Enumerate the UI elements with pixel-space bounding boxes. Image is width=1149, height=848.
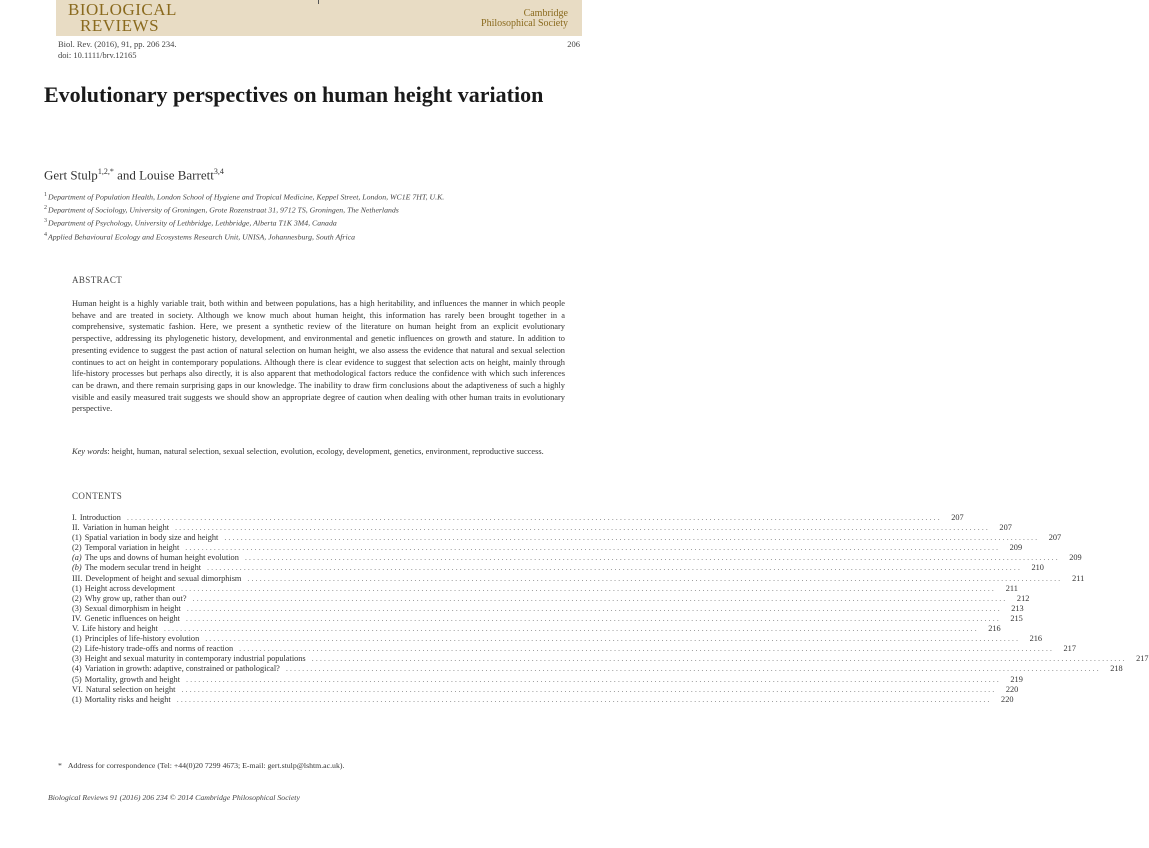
toc-entry-number: (1) <box>72 634 82 644</box>
toc-entry[interactable] <box>72 513 964 523</box>
toc-entry-page: 217 <box>1063 644 1076 654</box>
affiliation <box>44 216 604 229</box>
toc-entry-number: (3) <box>72 654 82 664</box>
journal-logo <box>68 2 177 34</box>
toc-entry[interactable] <box>72 523 1012 533</box>
page-footer: Biological Reviews 91 (2016) 206 234 © 2014 Cambridge Philosophical Society <box>48 793 300 802</box>
toc-leader-dots: ........................................................................................................................................................................................................ <box>244 553 1060 563</box>
toc-entry[interactable] <box>72 553 1082 563</box>
toc-entry[interactable] <box>72 543 1023 553</box>
author-list <box>44 167 224 183</box>
toc-entry-number: (1) <box>72 694 82 704</box>
toc-entry-page: 210 <box>1031 563 1044 573</box>
top-divider-tick <box>318 0 319 4</box>
toc-entry-label: Variation in human height <box>82 523 170 533</box>
toc-entry-label: Genetic influences on height <box>84 613 180 623</box>
toc-entry[interactable] <box>72 593 1030 604</box>
toc-entry-number: (2) <box>72 543 82 553</box>
toc-entry-label: Height across development <box>84 583 176 593</box>
toc-leader-dots: ........................................................................................................................................................................................................ <box>181 583 996 593</box>
toc-entry[interactable] <box>72 603 1024 614</box>
toc-entry-page: 220 <box>1001 694 1014 704</box>
keywords-text: : height, human, natural selection, sexual selection, evolution, ecology, development, genetics, environment, reproductive success. <box>107 447 544 456</box>
toc-leader-dots: ........................................................................................................................................................................................................ <box>311 654 1127 664</box>
toc-entry-label: Principles of life-history evolution <box>84 634 200 644</box>
affiliation-text: Department of Sociology, University of Groningen, Grote Rozenstraat 31, 9712 TS, Groningen, The Netherlands <box>48 205 399 215</box>
toc-entry-page: 211 <box>1072 573 1085 583</box>
footnote-marker: * <box>58 761 62 770</box>
toc-leader-dots: ........................................................................................................................................................................................................ <box>192 593 1008 603</box>
keywords-label: Key words <box>72 447 108 456</box>
toc-entry-page: 209 <box>1009 543 1023 553</box>
toc-entry-label: Life history and height <box>82 624 158 634</box>
toc-entry[interactable] <box>72 573 1085 584</box>
toc-entry-number: (b) <box>72 563 82 573</box>
toc-entry-page: 217 <box>1136 654 1149 664</box>
toc-entry[interactable] <box>72 613 1023 624</box>
toc-entry-label: Natural selection on height <box>85 684 176 694</box>
affiliation-text: Department of Population Health, London School of Hygiene and Tropical Medicine, Keppel Street, London, WC1E 7HT, U.K. <box>48 192 445 202</box>
page-number: 206 <box>567 39 580 49</box>
toc-entry-page: 216 <box>1029 634 1043 644</box>
toc-entry-label: The ups and downs of human height evolution <box>84 553 239 563</box>
toc-entry[interactable] <box>72 684 1019 695</box>
affiliation-number: 2 <box>44 205 47 212</box>
toc-entry[interactable] <box>72 664 1123 674</box>
toc-entry-label: Temporal variation in height <box>84 543 180 553</box>
toc-entry-page: 216 <box>988 624 1001 634</box>
toc-entry-number: (3) <box>72 603 82 613</box>
toc-entry-number: (1) <box>72 583 82 593</box>
toc-entry-page: 215 <box>1010 613 1023 623</box>
toc-leader-dots: ........................................................................................................................................................................................................ <box>185 543 1001 553</box>
author-name: Gert Stulp <box>44 167 98 183</box>
toc-leader-dots: ........................................................................................................................................................................................................ <box>239 644 1054 654</box>
toc-entry-label: Why grow up, rather than out? <box>84 593 187 603</box>
toc-entry-page: 219 <box>1010 674 1023 684</box>
toc-entry-label: The modern secular trend in height <box>84 563 202 573</box>
toc-leader-dots: ........................................................................................................................................................................................................ <box>224 533 1040 543</box>
journal-logo-line2: REVIEWS <box>80 16 160 35</box>
toc-entry[interactable] <box>72 654 1149 664</box>
keywords <box>72 446 565 458</box>
affiliation-text: Department of Psychology, University of Lethbridge, Lethbridge, Alberta T1K 3M4, Canada <box>48 218 337 228</box>
author-affiliation-marker: 3,4 <box>213 167 224 176</box>
toc-entry-label: Development of height and sexual dimorphism <box>85 573 242 583</box>
citation-doi: doi: 10.1111/brv.12165 <box>58 50 137 60</box>
toc-entry-label: Life-history trade-offs and norms of reaction <box>84 644 234 654</box>
toc-leader-dots: ........................................................................................................................................................................................................ <box>176 694 992 704</box>
toc-entry[interactable] <box>72 634 1043 644</box>
contents-heading: CONTENTS <box>72 491 123 501</box>
affiliation <box>44 230 604 243</box>
toc-leader-dots: ........................................................................................................................................................................................................ <box>163 624 979 634</box>
toc-entry-page: 207 <box>999 523 1012 533</box>
society-logo <box>481 9 568 29</box>
table-of-contents <box>72 513 1149 705</box>
society-logo-line1: Cambridge <box>523 8 568 19</box>
toc-entry-number: VI. <box>72 684 83 694</box>
affiliation-number: 1 <box>44 192 47 198</box>
toc-entry-label: Mortality risks and height <box>84 694 171 704</box>
toc-leader-dots: ........................................................................................................................................................................................................ <box>185 613 1001 623</box>
citation-line1: Biol. Rev. (2016), 91, pp. 206 234. <box>58 39 177 49</box>
toc-leader-dots: ........................................................................................................................................................................................................ <box>186 674 1001 684</box>
affiliation <box>44 203 604 216</box>
toc-entry-number: (4) <box>72 664 82 674</box>
toc-leader-dots: ........................................................................................................................................................................................................ <box>205 634 1021 644</box>
abstract-heading: ABSTRACT <box>72 275 123 285</box>
journal-logo-line1: BIOLOGICAL <box>68 0 177 19</box>
toc-entry[interactable] <box>72 624 1001 634</box>
affiliation <box>44 190 604 203</box>
toc-entry-number: I. <box>72 513 77 522</box>
affiliation-number: 4 <box>44 231 47 238</box>
toc-entry[interactable] <box>72 694 1014 705</box>
toc-entry-page: 218 <box>1110 664 1123 674</box>
affiliation-list <box>44 190 604 243</box>
toc-entry-label: Mortality, growth and height <box>84 674 181 684</box>
toc-entry-page: 212 <box>1016 593 1030 603</box>
author-connector: and <box>113 167 140 183</box>
toc-entry-label: Sexual dimorphism in height <box>84 603 181 613</box>
toc-entry-number: IV. <box>72 613 82 623</box>
society-logo-line2: Philosophical Society <box>481 18 568 29</box>
toc-entry[interactable] <box>72 583 1018 594</box>
toc-entry-page: 220 <box>1005 684 1019 694</box>
toc-entry-number: (5) <box>72 674 82 684</box>
toc-entry-number: II. <box>72 523 80 533</box>
citation-block <box>58 39 176 61</box>
footnote-text: Address for correspondence (Tel: +44(0)20 7299 4673; E-mail: gert.stulp@lshtm.ac.uk). <box>67 761 345 770</box>
toc-entry[interactable] <box>72 644 1076 654</box>
toc-entry-label: Introduction <box>79 513 121 522</box>
toc-leader-dots: ........................................................................................................................................................................................................ <box>186 603 1002 613</box>
toc-leader-dots: ........................................................................................................................................................................................................ <box>126 513 942 522</box>
toc-entry-page: 213 <box>1011 603 1024 613</box>
toc-entry-number: (a) <box>72 553 82 563</box>
correspondence-footnote <box>58 761 344 770</box>
toc-leader-dots: ........................................................................................................................................................................................................ <box>207 563 1022 573</box>
affiliation-text: Applied Behavioural Ecology and Ecosystems Research Unit, UNISA, Johannesburg, South Africa <box>48 232 355 242</box>
affiliation-number: 3 <box>44 218 47 225</box>
toc-entry[interactable] <box>72 674 1023 685</box>
toc-leader-dots: ........................................................................................................................................................................................................ <box>285 664 1101 674</box>
toc-entry-page: 207 <box>1048 533 1062 543</box>
toc-leader-dots: ........................................................................................................................................................................................................ <box>247 573 1063 583</box>
author-name: Louise Barrett <box>139 167 214 183</box>
abstract-text: Human height is a highly variable trait, both within and between populations, has a high heritability, and influences the manner in which people behave and are treated in society. Although we know much about human height, this information has rarely been brought together in a comprehensive, systematic fashion. Here, we present a synthetic review of the literature on human height from an explicit evolutionary perspective, addressing its phylogenetic history, development, and environmental and genetic influences on growth and stature. In addition to presenting evidence to suggest the past action of natural selection on human height, we also assess the evidence that natural and sexual selection continues to act on height in contemporary populations. Although there is clear evidence to suggest that selection acts on height, mainly through life-history processes but perhaps also directly, it is also apparent that methodological factors reduce the confidence with which such inferences can be drawn, and there remain surprising gaps in our knowledge. The inability to draw firm conclusions about the adaptiveness of such a highly visible and easily measured trait suggests we should show an appropriate degree of caution when dealing with other human traits in evolutionary perspective. <box>72 299 565 414</box>
toc-leader-dots: ........................................................................................................................................................................................................ <box>175 523 990 533</box>
toc-entry[interactable] <box>72 563 1044 573</box>
toc-leader-dots: ........................................................................................................................................................................................................ <box>181 684 997 694</box>
toc-entry-number: III. <box>72 573 83 583</box>
article-title: Evolutionary perspectives on human height variation <box>44 82 544 107</box>
toc-entry-label: Variation in growth: adaptive, constrained or pathological? <box>84 664 280 674</box>
toc-entry-label: Spatial variation in body size and height <box>84 533 219 543</box>
toc-entry[interactable] <box>72 533 1062 543</box>
toc-entry-page: 211 <box>1005 583 1018 593</box>
toc-entry-number: V. <box>72 624 79 634</box>
toc-entry-page: 209 <box>1069 553 1082 563</box>
toc-entry-label: Height and sexual maturity in contemporary industrial populations <box>84 654 306 664</box>
toc-entry-page: 207 <box>951 513 964 522</box>
toc-entry-number: (1) <box>72 533 82 543</box>
toc-entry-number: (2) <box>72 593 82 603</box>
toc-entry-number: (2) <box>72 644 82 654</box>
author-affiliation-marker: 1,2,* <box>97 167 114 176</box>
